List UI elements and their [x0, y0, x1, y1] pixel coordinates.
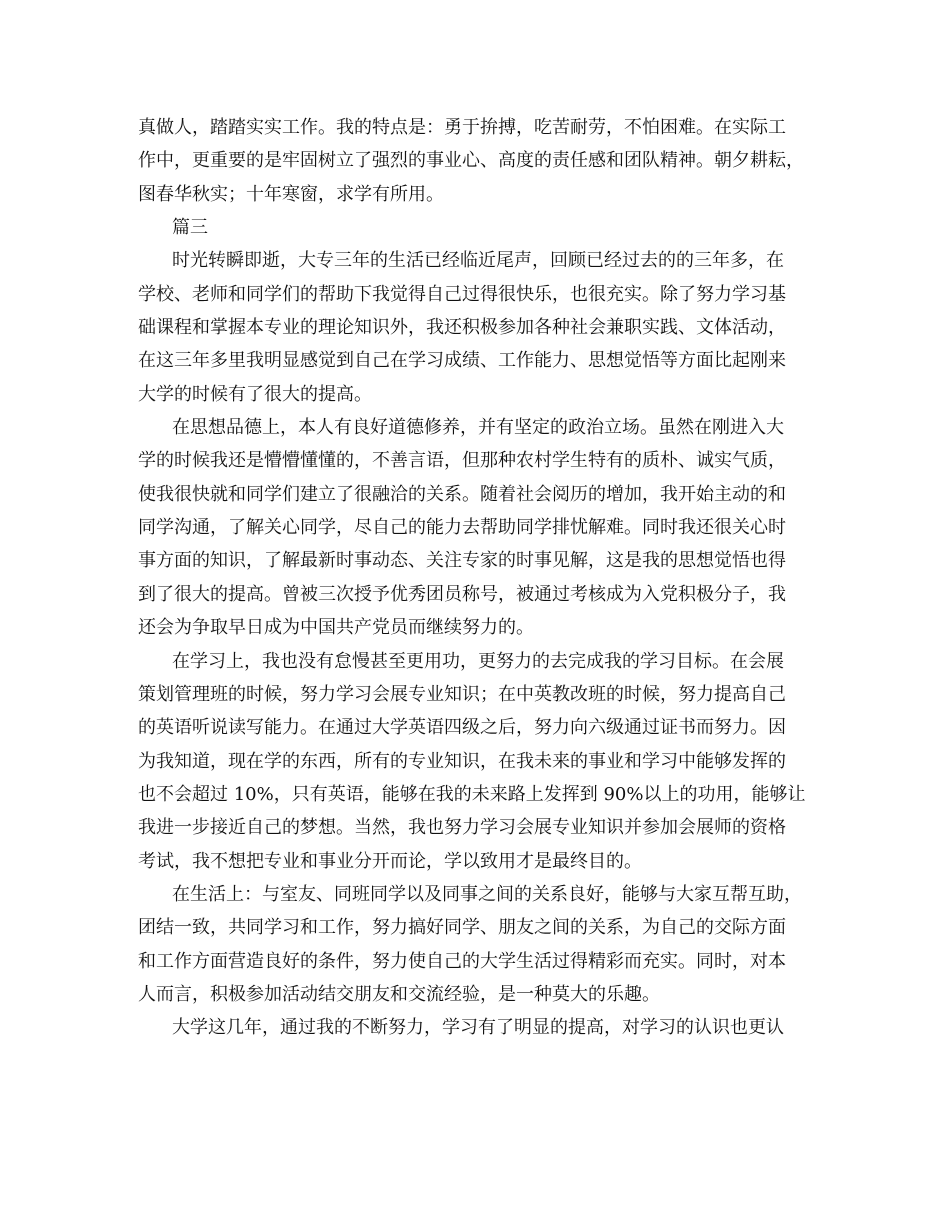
text-line: 学的时候我还是懵懵懂懂的，不善言语，但那种农村学生特有的质朴、诚实气质，: [138, 450, 786, 472]
text-line: 在思想品德上，本人有良好道德修养，并有坚定的政治立场。虽然在刚进入大: [172, 417, 784, 439]
document-body: [138, 111, 818, 1045]
text-line: 作中，更重要的是牢固树立了强烈的事业心、高度的责任感和团队精神。朝夕耕耘，: [138, 150, 804, 172]
text-line: 团结一致，共同学习和工作，努力搞好同学、朋友之间的关系，为自己的交际方面: [138, 917, 786, 939]
text-line: 使我很快就和同学们建立了很融洽的关系。随着社会阅历的增加，我开始主动的和: [138, 483, 786, 505]
text-line: 同学沟通，了解关心同学，尽自己的能力去帮助同学排忧解难。同时我还很关心时: [138, 517, 786, 539]
text-line: 篇三: [172, 217, 208, 239]
text-line: 图春华秋实；十年寒窗，求学有所用。: [138, 183, 444, 205]
text-line: 人而言，积极参加活动结交朋友和交流经验，是一种莫大的乐趣。: [138, 983, 660, 1005]
text-line: 的英语听说读写能力。在通过大学英语四级之后，努力向六级通过证书而努力。因: [138, 717, 786, 739]
text-line: 在学习上，我也没有怠慢甚至更用功，更努力的去完成我的学习目标。在会展: [172, 650, 784, 672]
text-line: 考试，我不想把专业和事业分开而论，学以致用才是最终目的。: [138, 850, 642, 872]
text-line: 我进一步接近自己的梦想。当然，我也努力学习会展专业知识并参加会展师的资格: [138, 817, 786, 839]
text-line: 在这三年多里我明显感觉到自己在学习成绩、工作能力、思想觉悟等方面比起刚来: [138, 350, 786, 372]
text-line: 学校、老师和同学们的帮助下我觉得自己过得很快乐，也很充实。除了努力学习基: [138, 283, 786, 305]
text-line: 时光转瞬即逝，大专三年的生活已经临近尾声，回顾已经过去的的三年多，在: [172, 250, 784, 272]
text-line: 础课程和掌握本专业的理论知识外，我还积极参加各种社会兼职实践、文体活动，: [138, 317, 786, 339]
text-line: 策划管理班的时候，努力学习会展专业知识；在中英教改班的时候，努力提高自己: [138, 683, 786, 705]
text-line: 真做人，踏踏实实工作。我的特点是：勇于拚搏，吃苦耐劳，不怕困难。在实际工: [138, 117, 786, 138]
text-line: 为我知道，现在学的东西，所有的专业知识，在我未来的事业和学习中能够发挥的: [138, 750, 786, 772]
text-line: 在生活上：与室友、同班同学以及同事之间的关系良好，能够与大家互帮互助，: [172, 883, 802, 905]
text-line: 也不会超过 10%，只有英语，能够在我的未来路上发挥到 90%以上的功用，能够让: [138, 783, 806, 805]
text-line: 到了很大的提高。曾被三次授予优秀团员称号，被通过考核成为入党积极分子，我: [138, 583, 786, 605]
text-line: 大学的时候有了很大的提高。: [138, 383, 372, 405]
text-line: 事方面的知识，了解最新时事动态、关注专家的时事见解，这是我的思想觉悟也得: [138, 550, 786, 572]
text-line: 还会为争取早日成为中国共产党员而继续努力的。: [138, 617, 534, 639]
text-line: 和工作方面营造良好的条件，努力使自己的大学生活过得精彩而充实。同时，对本: [138, 950, 786, 972]
text-line: 大学这几年，通过我的不断努力，学习有了明显的提高，对学习的认识也更认: [172, 1017, 784, 1039]
